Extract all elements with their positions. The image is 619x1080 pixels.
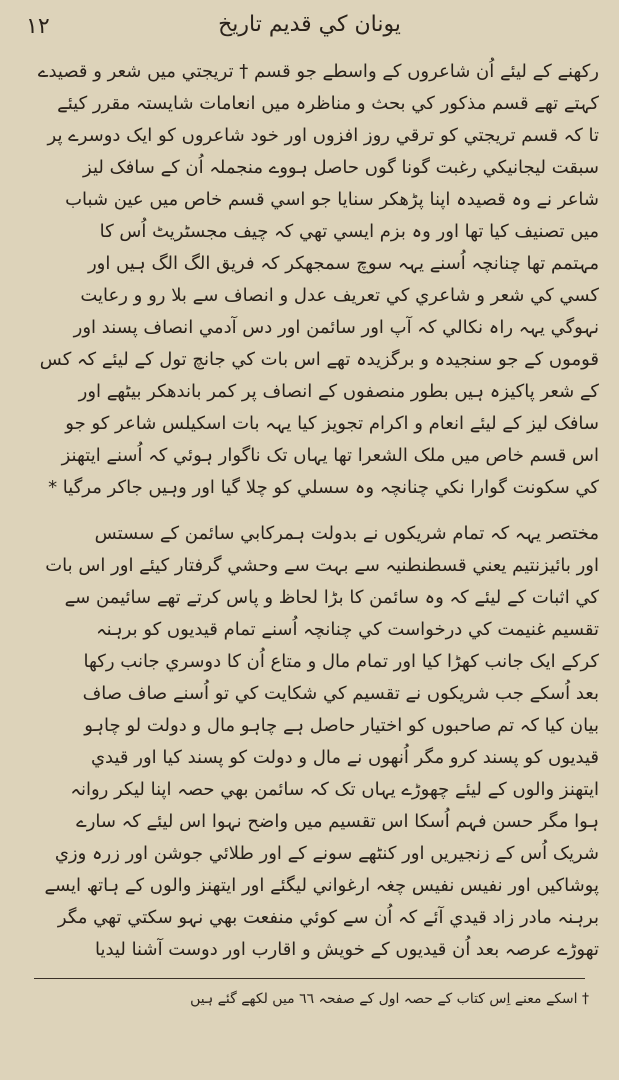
text-line: قیدیوں کو پسند کرو مگر اُنھوں نے مال و دولت کو پسند کیا اور قیدي bbox=[90, 747, 599, 768]
text-line: تھوڑے عرصہ بعد اُن قیدیوں کے خویش و اقارب اور دوست آشنا لیدیا bbox=[94, 939, 599, 960]
page-body bbox=[30, 56, 599, 966]
text-line: تقسیم غنیمت کي درخواست کي چنانچہ اُسنے تمام قیدیوں کو برہنہ bbox=[96, 619, 599, 640]
text-line: اور بائیزنتیم یعني قسطنطنیہ سے بہت سے وحشي گرفتار کیئے اور اس بات bbox=[45, 555, 599, 576]
text-line: میں تصنیف کیا تھا اور وہ بزم ایسي تھي کہ چیف مجسٹریٹ اُس کا bbox=[99, 221, 599, 242]
text-line: ایتھنز والوں کے لیئے چھوڑے یہاں تک کہ سائمن بھي حصہ اپنا لیکر روانہ bbox=[70, 779, 599, 800]
text-line: کي اثبات کے لیئے کہ وہ سائمن کا بڑا لحاظ و پاس کرتے تھے سائیمن سے bbox=[64, 587, 599, 608]
footnote: † اسکے معنے اِس کتاب کے حصہ اول کے صفحہ ٦٦ میں لکھے گئے ہیں bbox=[190, 991, 589, 1007]
text-line: سافک لیز کے لیئے انعام و اکرام تجویز کیا یہہ بات اسکیلس شاعر کو جو bbox=[65, 413, 599, 434]
text-line: اس قسم خاص میں ملک الشعرا تھا یہاں تک ناگوار ہوئي کہ اُسنے ایتھنز bbox=[61, 445, 599, 466]
text-line: مہتمم تھا چنانچہ اُسنے یہہ سوچ سمجھکر کہ فریق الگ الگ ہیں اور bbox=[87, 253, 599, 274]
text-line: سبقت لیجانیکي رغبت گونا گوں حاصل ہووے منجملہ اُن کے سافک لیز bbox=[83, 157, 599, 178]
text-line: بعد اُسکے جب شریکوں نے تقسیم کي شکایت کي تو اُسنے صاف صاف bbox=[82, 683, 599, 704]
text-line: بیان کیا کہ تم صاحبوں کو اختیار حاصل ہے چاہو مال و دولت لو چاہو bbox=[84, 715, 599, 736]
text-line: ہوا مگر حسن فہم اُسکا اس تقسیم میں واضح نہوا اس لیئے کہ سارے bbox=[76, 811, 599, 832]
running-title: یونان کي قدیم تاریخ bbox=[218, 12, 401, 37]
paragraph-1 bbox=[30, 56, 599, 504]
text-line: قوموں کے جو سنجیدہ و برگزیدہ تھے اس بات کي جانچ تول کے لیئے کہ کس bbox=[39, 349, 599, 370]
page-number: ١٢ bbox=[26, 14, 50, 39]
text-line: کرکے ایک جانب کھڑا کیا اور تمام مال و متاع اُن کا دوسري جانب رکھا bbox=[83, 651, 599, 672]
text-line: مختصر یہہ کہ تمام شریکوں نے بدولت ہمرکابي سائمن کے سستس bbox=[94, 523, 599, 544]
footnote-divider bbox=[34, 978, 585, 979]
paragraph-2 bbox=[30, 518, 599, 966]
text-line: برہنہ مادر زاد قیدي آئے کہ اُن سے کوئي منفعت بھي نہو سکتي تھي مگر bbox=[57, 907, 599, 928]
text-line: کہتے تھے قسم مذکور کي بحث و مناظرہ میں انعامات شایستہ مقرر کیئے bbox=[57, 93, 599, 114]
page-header bbox=[20, 10, 599, 50]
text-line: کسي کي شعر و شاعري کي تعریف عدل و انصاف سے بلا رو و رعایت bbox=[80, 285, 599, 306]
text-line: نہوگي یہہ راہ نکالي کہ آپ اور سائمن اور دس آدمي انصاف پسند اور bbox=[73, 317, 599, 338]
paragraph-gap bbox=[30, 504, 599, 518]
text-line: تا کہ قسم تریجتي کو ترقي روز افزوں اور خود شاعروں کو ایک دوسرے پر bbox=[47, 125, 599, 146]
text-line: کے شعر پاکیزہ ہیں بطور منصفوں کے انصاف پر کمر باندھکر بیٹھے اور bbox=[78, 381, 599, 402]
text-line: کي سکونت گوارا نکي چنانچہ وہ سسلي کو چلا گیا اور وہیں جاکر مرگیا * bbox=[48, 477, 599, 498]
text-line: رکھنے کے لیئے اُن شاعروں کے واسطے جو قسم † تریجتي میں شعر و قصیدے bbox=[37, 61, 599, 82]
text-line: پوشاکیں اور نفیس نفیس چغہ ارغواني لیگئے اور ایتھنز والوں کے ہاتھ ایسے bbox=[44, 875, 599, 896]
text-line: شاعر نے وہ قصیدہ اپنا پڑھکر سنایا جو اسي قسم خاص میں عین شباب bbox=[65, 189, 599, 210]
text-line: شریک اُس کے زنجیریں اور کنٹھے سونے کے اور طلائي جوشن اور زرہ وزي bbox=[54, 843, 599, 864]
